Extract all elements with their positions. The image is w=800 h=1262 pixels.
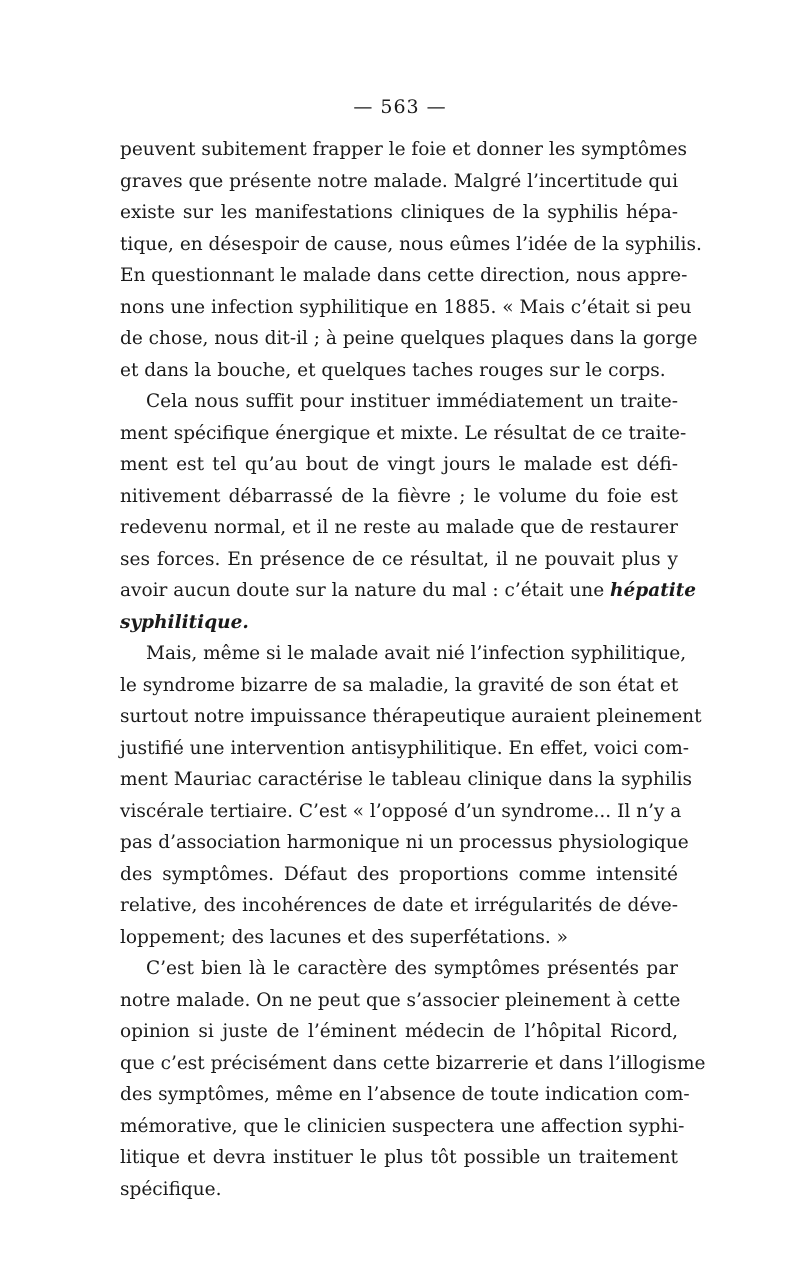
body-text	[120, 134, 706, 1205]
text-line	[120, 607, 678, 639]
text-line: En questionnant le malade dans cette direction, nous appre-	[120, 265, 688, 286]
text-line: et dans la bouche, et quelques taches rouges sur le corps.	[120, 359, 666, 381]
text-line: peuvent subitement frapper le foie et donner les symptômes	[120, 139, 688, 160]
text-line: loppement; des lacunes et des superfétations. »	[120, 926, 568, 948]
text-segment: avoir aucun doute sur la nature du mal : c’était une	[120, 580, 605, 601]
text-line: redevenu normal, et il ne reste au malade que de restaurer	[120, 517, 678, 538]
text-line: le syndrome bizarre de sa maladie, la gravité de son état et	[120, 674, 679, 696]
paragraph-2	[120, 386, 697, 638]
text-line: des symptômes. Défaut des proportions comme intensité	[120, 863, 678, 885]
text-line: de chose, nous dit-il ; à peine quelques plaques dans la gorge	[120, 328, 698, 349]
text-line: notre malade. On ne peut que s’associer pleinement à cette	[120, 989, 681, 1011]
text-line: ses forces. En présence de ce résultat, il ne pouvait plus y	[120, 548, 678, 570]
text-line: litique et devra instituer le plus tôt possible un traitement	[120, 1147, 678, 1168]
text-line: que c’est précisément dans cette bizarrerie et dans l’illogisme	[120, 1052, 706, 1074]
text-line: relative, des incohérences de date et irrégularités de déve-	[120, 895, 678, 916]
paragraph-3	[120, 638, 702, 953]
text-line: des symptômes, même en l’absence de toute indication com-	[120, 1084, 690, 1105]
text-line: nitivement débarrassé de la fièvre ; le volume du foie est	[120, 485, 678, 507]
text-line: viscérale tertiaire. C’est « l’opposé d’un syndrome... Il n’y a	[120, 800, 682, 822]
text-line: ment est tel qu’au bout de vingt jours le malade est défi-	[120, 454, 678, 475]
text-line: surtout notre impuissance thérapeutique auraient pleinement	[120, 706, 702, 727]
italic-term: syphilitique.	[120, 611, 249, 633]
text-line: justifié une intervention antisyphilitique. En effet, voici com-	[120, 737, 690, 759]
text-line: ment spécifique énergique et mixte. Le résultat de ce traite-	[120, 422, 687, 444]
text-line: pas d’association harmonique ni un processus physiologique	[120, 832, 689, 853]
paragraph-1	[120, 134, 702, 386]
text-line	[120, 575, 697, 607]
text-line: opinion si juste de l’éminent médecin de l’hôpital Ricord,	[120, 1021, 678, 1042]
page-number: — 563 —	[353, 96, 447, 118]
text-line: Mais, même si le malade avait nié l’infection syphilitique,	[146, 643, 687, 664]
text-line: mémorative, que le clinicien suspectera une affection syphi-	[120, 1115, 685, 1137]
text-line: C’est bien là le caractère des symptômes présentés par	[146, 958, 678, 979]
text-line: existe sur les manifestations cliniques de la syphilis hépa-	[120, 202, 678, 223]
text-line: Cela nous suffit pour instituer immédiatement un traite-	[146, 391, 678, 412]
text-line: nons une infection syphilitique en 1885. « Mais c’était si peu	[120, 296, 692, 318]
paragraph-4	[120, 953, 706, 1205]
text-line: graves que présente notre malade. Malgré l’incertitude qui	[120, 170, 678, 192]
text-line: tique, en désespoir de cause, nous eûmes l’idée de la syphilis.	[120, 233, 702, 255]
italic-term: hépatite	[610, 580, 697, 601]
text-line: spécifique.	[120, 1178, 222, 1200]
text-line: ment Mauriac caractérise le tableau clinique dans la syphilis	[120, 769, 693, 790]
